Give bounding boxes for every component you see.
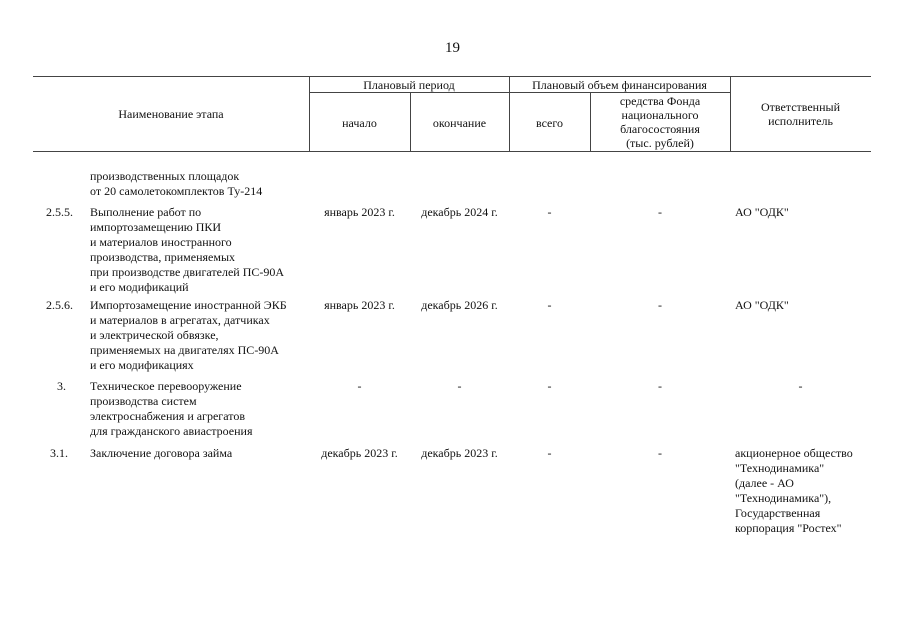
row-start: январь 2023 г. [324,205,395,219]
row-number: 3.1. [50,446,68,460]
header-planned-financing: Плановый объем финансирования [532,78,707,92]
row-name: Техническое перевооружение производства систем электроснабжения и агрегатов для гражданского авиастроения [90,379,253,438]
row-name: Импортозамещение иностранной ЭКБ и материалов в агрегатах, датчиках и электрической обвязке, применяемых на двигателях ПС-90А и его модификациях [90,298,287,372]
row-responsible: акционерное общество "Технодинамика" (далее - АО "Технодинамика"), Государственная корпорация "Ростех" [735,446,853,535]
header-fund: средства Фонда национального благосостояния (тыс. рублей) [619,94,701,150]
header-stage-name: Наименование этапа [118,107,224,121]
header-planned-period: Плановый период [363,78,455,92]
row-end: декабрь 2024 г. [421,205,498,219]
row-number: 3. [57,379,66,393]
row-total: - [547,446,552,460]
period-subrule [309,92,730,93]
row-start: - [357,379,362,393]
row-responsible: - [798,379,803,393]
row-total: - [547,298,552,312]
row-name: производственных площадок от 20 самолетокомплектов Ту-214 [90,169,263,198]
row-fund: - [658,446,662,460]
row-number: 2.5.5. [46,205,73,219]
header-responsible: Ответственный исполнитель [760,100,841,128]
row-total: - [547,205,552,219]
row-responsible: АО "ОДК" [735,205,789,219]
row-responsible: АО "ОДК" [735,298,789,312]
row-start: декабрь 2023 г. [321,446,398,460]
row-name: Выполнение работ по импортозамещению ПКИ и материалов иностранного производства, применяемых при производстве двигателей ПС-90А и его модификаций [90,205,285,294]
header-end: окончание [432,116,487,130]
page-number: 19 [445,40,460,56]
header-top-rule [33,76,871,77]
row-number: 2.5.6. [46,298,73,312]
header-total: всего [535,116,564,130]
row-start: январь 2023 г. [324,298,395,312]
header-start: начало [342,116,377,130]
row-fund: - [658,298,662,312]
header-bottom-rule [33,151,871,152]
row-fund: - [658,205,662,219]
row-fund: - [658,379,662,393]
row-end: - [457,379,462,393]
row-total: - [547,379,552,393]
row-end: декабрь 2026 г. [421,298,498,312]
row-name: Заключение договора займа [90,446,233,460]
row-end: декабрь 2023 г. [421,446,498,460]
